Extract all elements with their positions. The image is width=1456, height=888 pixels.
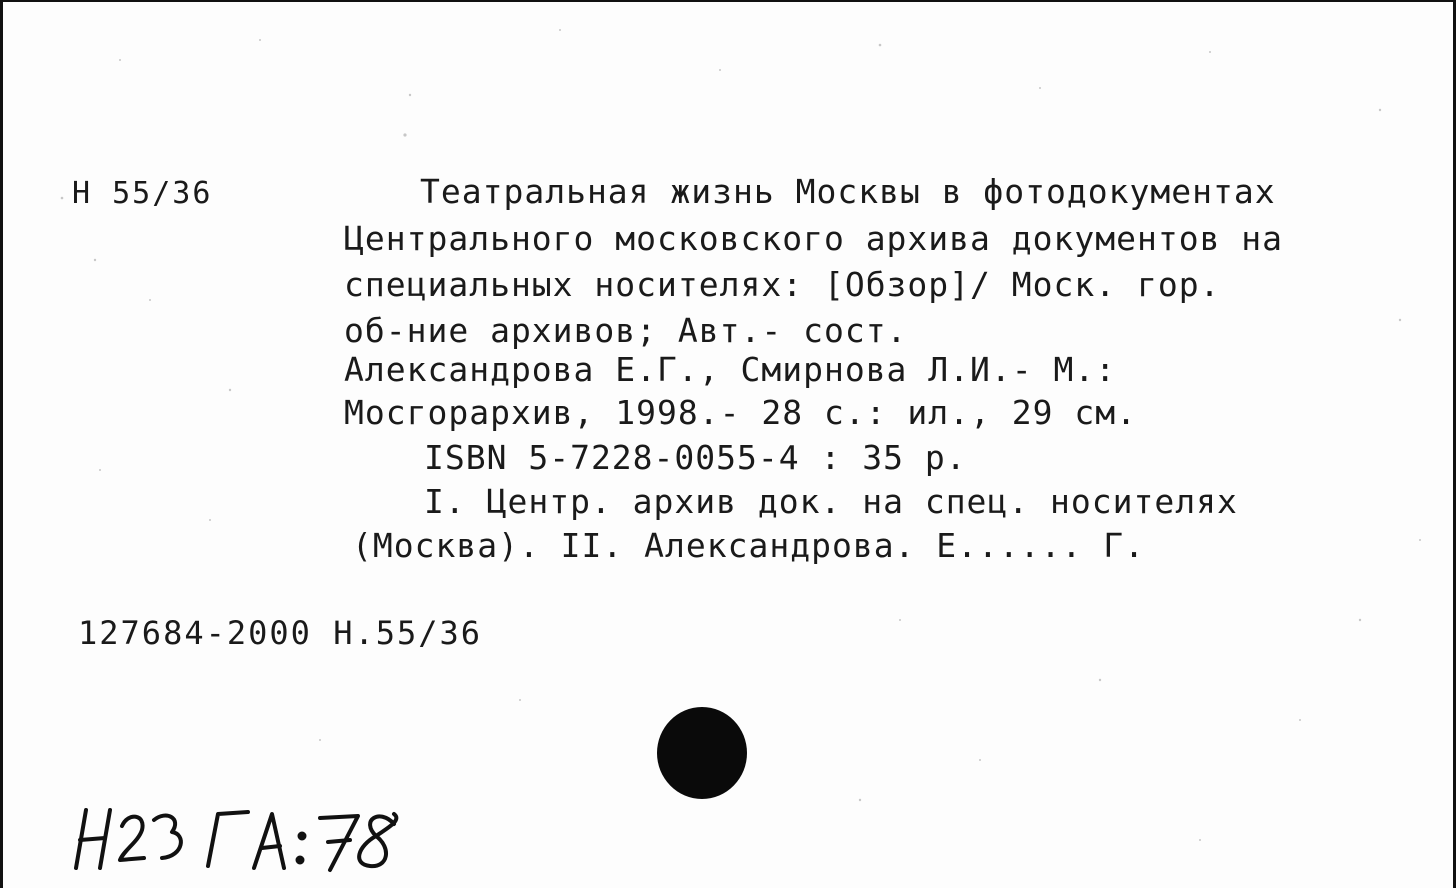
record-line-2: Центрального московского архива документов на xyxy=(344,219,1284,258)
record-line-5: Александрова Е.Г., Смирнова Л.И.- М.: xyxy=(344,350,1117,389)
record-line-4: об-ние архивов; Авт.- сост. xyxy=(344,311,908,350)
record-line-6: Мосгорархив, 1998.- 28 с.: ил., 29 см. xyxy=(344,393,1137,432)
record-line-3: специальных носителях: [Обзор]/ Моск. гор. xyxy=(344,265,1221,304)
punch-hole xyxy=(657,707,747,799)
record-line-title: Театральная жизнь Москвы в фотодокументах xyxy=(420,172,1276,211)
card-top-edge xyxy=(0,0,1456,2)
card-left-edge xyxy=(0,0,3,888)
handwritten-shelf-note xyxy=(58,790,438,880)
shelf-mark: Н 55/36 xyxy=(72,176,213,211)
subject-line-1: I. Центр. архив док. на спец. носителях xyxy=(424,482,1238,521)
accession-number: 127684-2000 Н.55/36 xyxy=(78,614,483,652)
isbn-line: ISBN 5-7228-0055-4 : 35 р. xyxy=(424,438,967,477)
subject-line-2: (Москва). II. Александрова. Е...... Г. xyxy=(352,526,1145,565)
